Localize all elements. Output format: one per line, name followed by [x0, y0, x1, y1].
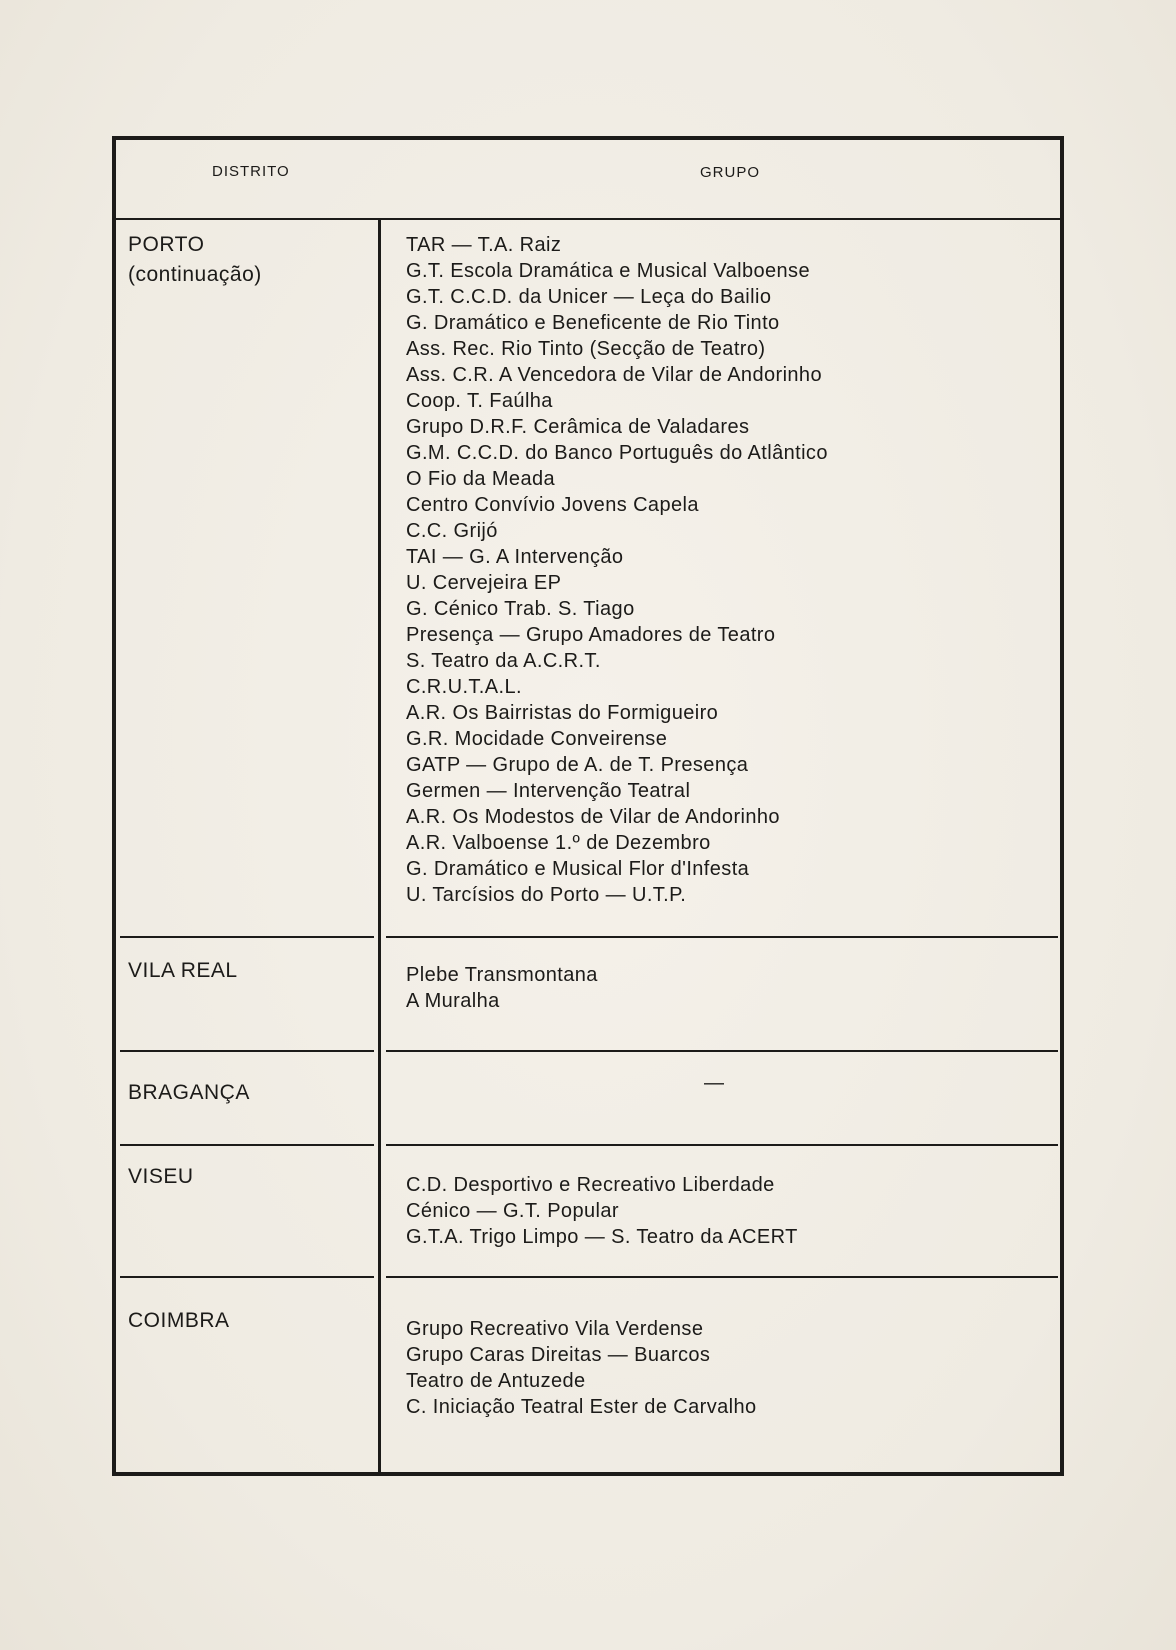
group-item: U. Tarcísios do Porto — U.T.P.: [406, 884, 687, 906]
district-porto: [128, 230, 262, 290]
group-item: A Muralha: [406, 990, 500, 1012]
group-item: Presença — Grupo Amadores de Teatro: [406, 624, 776, 646]
group-item: Grupo Caras Direitas — Buarcos: [406, 1344, 711, 1366]
row-divider: [386, 1276, 1058, 1278]
group-item: Ass. C.R. A Vencedora de Vilar de Andorinho: [406, 364, 822, 386]
group-item: Ass. Rec. Rio Tinto (Secção de Teatro): [406, 338, 766, 360]
group-list-coimbra: [406, 1316, 757, 1420]
district-viseu: [128, 1162, 194, 1192]
group-item: Grupo D.R.F. Cerâmica de Valadares: [406, 416, 750, 438]
row-divider: [120, 936, 374, 938]
district-note: (continuação): [128, 263, 262, 286]
group-item: Coop. T. Faúlha: [406, 390, 553, 412]
group-item: Centro Convívio Jovens Capela: [406, 494, 699, 516]
group-item: G.R. Mocidade Conveirense: [406, 728, 668, 750]
group-item: O Fio da Meada: [406, 468, 556, 490]
district-coimbra: [128, 1306, 230, 1336]
district-name: PORTO: [128, 233, 205, 256]
group-item: C.C. Grijó: [406, 520, 498, 542]
group-item: Germen — Intervenção Teatral: [406, 780, 691, 802]
group-item: G.M. C.C.D. do Banco Português do Atlântico: [406, 442, 828, 464]
column-header-grupo: GRUPO: [700, 164, 761, 181]
district-vila-real: [128, 956, 238, 986]
group-list-viseu: [406, 1172, 798, 1250]
row-divider: [120, 1276, 374, 1278]
group-item: GATP — Grupo de A. de T. Presença: [406, 754, 749, 776]
group-item: C. Iniciação Teatral Ester de Carvalho: [406, 1396, 757, 1418]
group-item: Cénico — G.T. Popular: [406, 1200, 619, 1222]
row-divider: [386, 1050, 1058, 1052]
group-item: C.R.U.T.A.L.: [406, 676, 522, 698]
group-item: G. Dramático e Beneficente de Rio Tinto: [406, 312, 780, 334]
table-header: [116, 140, 1060, 220]
group-item: G.T. C.C.D. da Unicer — Leça do Bailio: [406, 286, 772, 308]
group-item: U. Cervejeira EP: [406, 572, 562, 594]
district-braganca: [128, 1078, 250, 1108]
district-name: VILA REAL: [128, 959, 238, 982]
column-divider: [378, 218, 381, 1476]
row-divider: [120, 1144, 374, 1146]
district-name: BRAGANÇA: [128, 1081, 250, 1104]
district-name: VISEU: [128, 1165, 194, 1188]
group-item: Grupo Recreativo Vila Verdense: [406, 1318, 704, 1340]
row-divider: [120, 1050, 374, 1052]
group-item: A.R. Os Bairristas do Formigueiro: [406, 702, 719, 724]
column-header-distrito: DISTRITO: [212, 163, 290, 180]
row-divider: [386, 936, 1058, 938]
group-item: G.T.A. Trigo Limpo — S. Teatro da ACERT: [406, 1226, 798, 1248]
group-item: G. Dramático e Musical Flor d'Infesta: [406, 858, 750, 880]
district-name: COIMBRA: [128, 1309, 230, 1332]
group-item: Teatro de Antuzede: [406, 1370, 586, 1392]
group-item: Plebe Transmontana: [406, 964, 598, 986]
group-item: TAR — T.A. Raiz: [406, 234, 562, 256]
group-item: G. Cénico Trab. S. Tiago: [406, 598, 635, 620]
row-divider: [386, 1144, 1058, 1146]
empty-group-mark: —: [704, 1072, 724, 1094]
group-item: C.D. Desportivo e Recreativo Liberdade: [406, 1174, 775, 1196]
group-item: A.R. Valboense 1.º de Dezembro: [406, 832, 711, 854]
group-list-vila-real: [406, 962, 598, 1014]
groups-table: [112, 136, 1064, 1476]
group-item: G.T. Escola Dramática e Musical Valboense: [406, 260, 810, 282]
group-item: S. Teatro da A.C.R.T.: [406, 650, 601, 672]
group-item: A.R. Os Modestos de Vilar de Andorinho: [406, 806, 780, 828]
group-item: TAI — G. A Intervenção: [406, 546, 624, 568]
group-list-porto: [406, 232, 828, 908]
